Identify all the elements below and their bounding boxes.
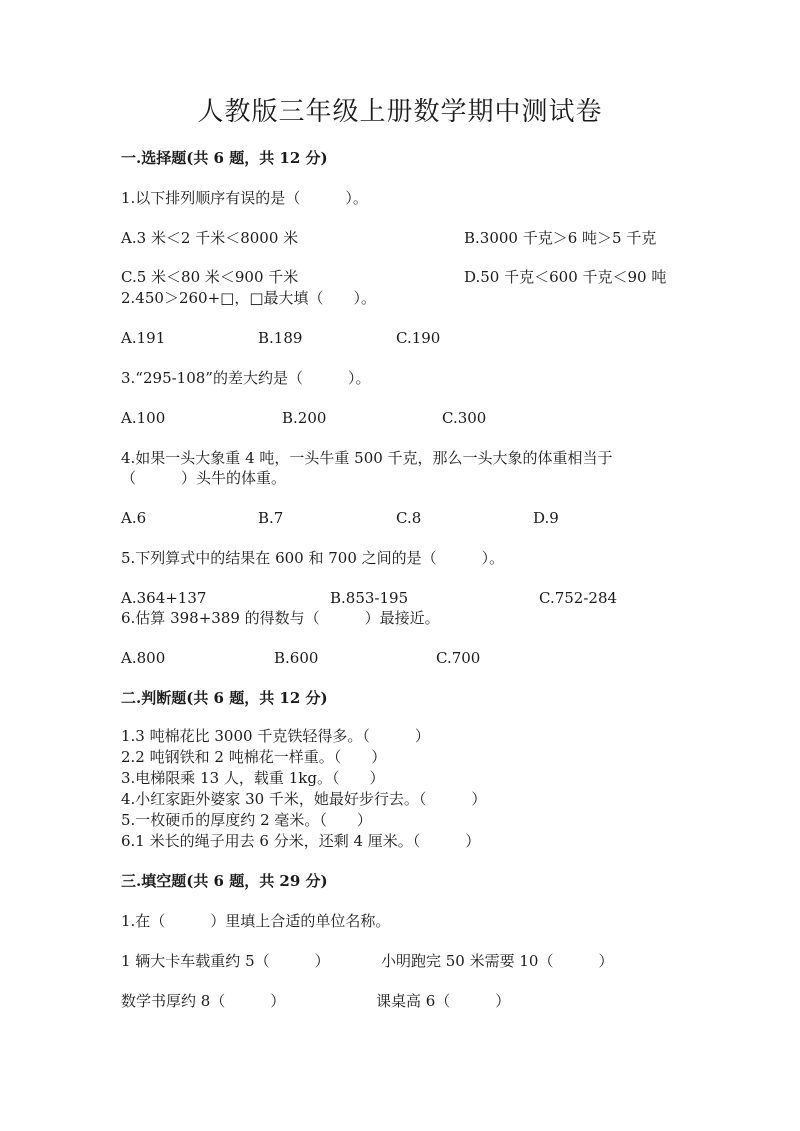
option-a: A.100: [121, 409, 166, 427]
fill-in-item: 课桌高 6（ ）: [376, 992, 511, 1010]
option-b: B.200: [282, 409, 327, 427]
fill-in-item: 1 辆大卡车载重约 5（ ）: [121, 952, 330, 970]
judgement-item: 4.小红家距外婆家 30 千米，她最好步行去。（ ）: [121, 790, 487, 808]
option-c: C.300: [442, 409, 487, 427]
option-c: C.752-284: [539, 589, 618, 607]
option-b: B.7: [258, 509, 284, 527]
option-b: B.600: [274, 649, 319, 667]
judgement-item: 3.电梯限乘 13 人，载重 1kg。（ ）: [121, 769, 385, 787]
section-heading-choice: 一.选择题(共 6 题，共 12 分): [121, 149, 328, 167]
question-stem-continued: （ ）头牛的体重。: [121, 469, 287, 487]
option-d: D.50 千克＜600 千克＜90 吨: [464, 268, 667, 286]
option-a: A.364+137: [121, 589, 207, 607]
fill-in-item: 小明跑完 50 米需要 10（ ）: [381, 952, 614, 970]
option-d: D.9: [533, 509, 559, 527]
option-c: C.8: [396, 509, 422, 527]
option-c: C.700: [436, 649, 481, 667]
question-stem: 1.在（ ）里填上合适的单位名称。: [121, 912, 391, 930]
option-a: A.6: [121, 509, 147, 527]
option-b: B.189: [258, 329, 303, 347]
judgement-item: 6.1 米长的绳子用去 6 分米，还剩 4 厘米。（ ）: [121, 832, 481, 850]
question-stem: 4.如果一头大象重 4 吨，一头牛重 500 千克，那么一头大象的体重相当于: [121, 449, 613, 467]
option-a: A.800: [121, 649, 166, 667]
question-stem: 3.“295-108”的差大约是（ ）。: [121, 369, 371, 387]
question-stem: 2.450＞260+□，□最大填（ ）。: [121, 289, 376, 307]
option-b: B.853-195: [330, 589, 409, 607]
question-stem: 1.以下排列顺序有误的是（ ）。: [121, 189, 368, 207]
option-c: C.5 米＜80 米＜900 千米: [121, 268, 299, 286]
question-stem: 5.下列算式中的结果在 600 和 700 之间的是（ ）。: [121, 549, 505, 567]
option-b: B.3000 千克＞6 吨＞5 千克: [464, 229, 657, 247]
option-a: A.3 米＜2 千米＜8000 米: [121, 229, 299, 247]
judgement-item: 5.一枚硬币的厚度约 2 毫米。（ ）: [121, 811, 372, 829]
section-heading-judgement: 二.判断题(共 6 题，共 12 分): [121, 689, 328, 707]
section-heading-fill-in: 三.填空题(共 6 题，共 29 分): [121, 872, 328, 890]
judgement-item: 1.3 吨棉花比 3000 千克铁轻得多。（ ）: [121, 727, 430, 745]
page-title: 人教版三年级上册数学期中测试卷: [197, 97, 603, 127]
option-c: C.190: [396, 329, 441, 347]
option-a: A.191: [121, 329, 166, 347]
judgement-item: 2.2 吨钢铁和 2 吨棉花一样重。（ ）: [121, 748, 387, 766]
fill-in-item: 数学书厚约 8（ ）: [121, 992, 286, 1010]
question-stem: 6.估算 398+389 的得数与（ ）最接近。: [121, 609, 440, 627]
